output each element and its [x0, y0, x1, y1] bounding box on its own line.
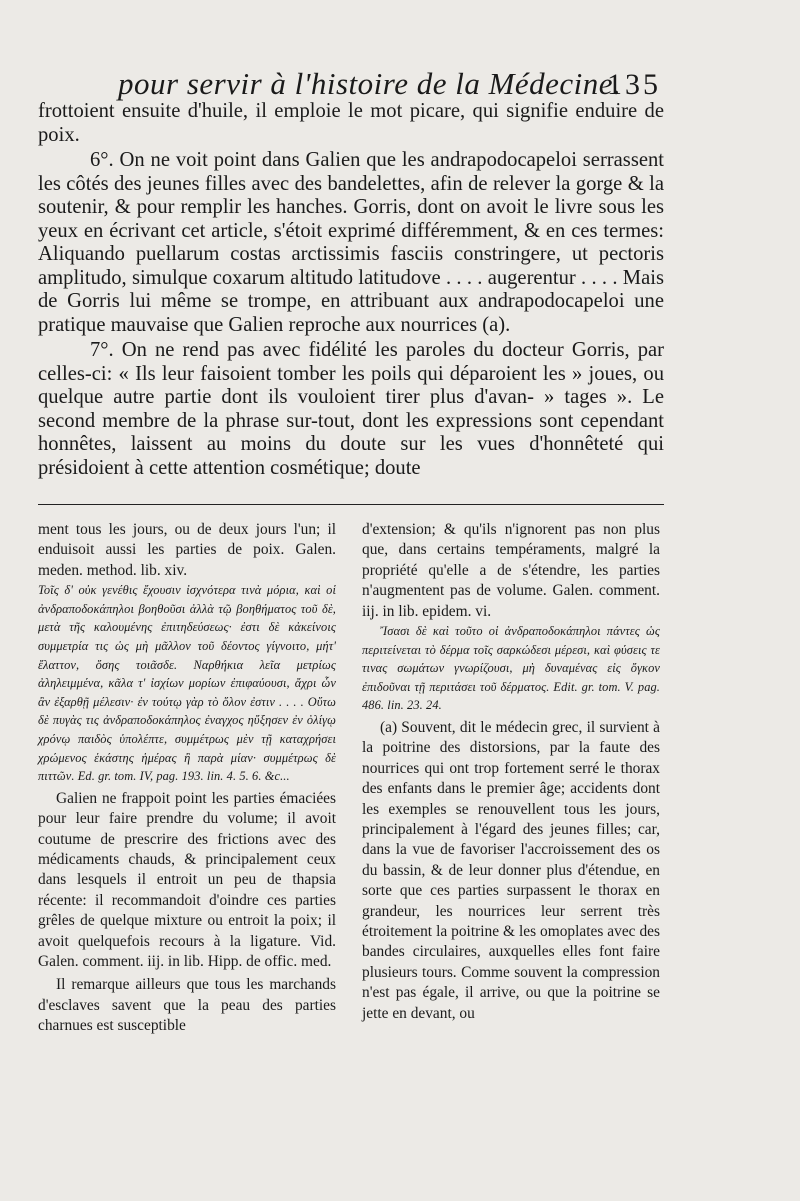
footnote-column-left [38, 520, 336, 1037]
greek-quotation: Ἴσασι δὲ καὶ τοῦτο οἱ ἀνδραποδοκάπηλοι πάντες ὡς περιτείνεται τὸ δέρμα τοῖς σαρκώδεσι μέρεσι, καὶ φύσεις τε τινας σωμάτων γνωρίζουσι, μὴ δυναμένας εἰς ὄγκον ἐπιδοῦναι τῇ περιτάσει τοῦ δέρματος. Edit. gr. tom. V. pag. 486. lin. 23. 24. [362, 624, 660, 713]
paragraph-point-6: 6°. On ne voit point dans Galien que les andrapodocapeloi serrassent les côtés des jeunes filles avec des bandelettes, afin de relever la gorge & la soutenir, & pour remplir les hanches. Gorris, dont on avoit le livre sous les yeux en écrivant cet article, s'étoit exprimé différemment, & en ces termes: Aliquando puellarum costas arctissimis fasciis constringere, ut pectoris amplitudo, simulque coxarum altitudo latitudove . . . . augerentur . . . . Mais de Gorris lui même se trompe, en attribuant aux andrapodocapeloi une pratique mauvaise que Galien reproche aux nourrices (a). [38, 149, 664, 336]
footnote-a: (a) Souvent, dit le médecin grec, il survient à la poitrine des distorsions, par la faute des nourrices qui ont trop fortement serré le thorax des enfants dans le premier âge; accidents dont les exemples se renouvellent tous les jours, principalement à l'égard des jeunes filles; car, dans la vue de favoriser l'accroissement des os du bassin, & de leur donner plus d'étendue, en sorte que ces parties surpassent le thorax en grandeur, les nourrices leur serrent très étroitement la poitrine & les omoplates avec des bandes circulaires, auxquelles elles font faire plusieurs tours. Comme souvent la compression n'est pas égale, il arrive, ou que la poitrine se jette en devant, ou [362, 719, 660, 1022]
footnote-paragraph: Il remarque ailleurs que tous les marchands d'esclaves savent que la peau des parties charnues est susceptible [38, 976, 336, 1035]
footnote-column-right [362, 520, 660, 1024]
footnote-paragraph: ment tous les jours, ou de deux jours l'un; il enduisoit aussi les parties de poix. Galen. meden. method. lib. xiv. [38, 521, 336, 579]
footnote-paragraph: Galien ne frappoit point les parties émaciées pour leur faire prendre du volume; il avoit coutume de prescrire des frictions avec des médicaments chauds, & principalement ceux dans lesquels il entroit un peu de thapsia récente: il recommandoit d'oindre ces parties grêles de quelque mixture ou entroit la poix; il avoit quelquefois recours à la ligature. Vid. Galen. comment. iij. in lib. Hipp. de offic. med. [38, 789, 336, 970]
paragraph-point-7: 7°. On ne rend pas avec fidélité les paroles du docteur Gorris, par celles-ci: « Ils leur faisoient tomber les poils qui déparoient les » joues, ou quelque autre partie dont ils vouloient tirer plus d'avan- » tages ». Le second membre de la phrase sur-tout, dont les expressions sont cependant honnêtes, laissent au moins du doute sur les vues d'honnêteté qui présidoient à cette attention cosmétique; doute [38, 339, 664, 479]
footnote-divider [38, 504, 664, 505]
footnote-paragraph: d'extension; & qu'ils n'ignorent pas non plus que, dans certains tempéraments, malgré la propriété qu'elle a de s'étendre, les parties n'augmentent pas de volume. Galen. comment. iij. in lib. epidem. vi. [362, 521, 660, 620]
running-title: pour servir à l'histoire de la Médecine. [118, 66, 622, 101]
paragraph-continuation: frottoient ensuite d'huile, il emploie le mot picare, qui signifie enduire de poix. [38, 100, 664, 146]
main-text [38, 100, 664, 480]
page-number: 135 [607, 68, 661, 101]
greek-quotation: Τοῖς δ' οὐκ γενέθις ἔχουσιν ἰσχνότερα τινὰ μόρια, καὶ οἱ ἀνδραποδοκάπηλοι βοηθοῦσι ἀλλὰ τῷ βοηθήματος τοῦ δὲ, μετὰ τῆς καλουμένης ἐπιτηδεύσεως· ἐστι δὲ κἀκείνοις συμμετρία τις ὡς μὴ μᾶλλον τοῦ δέοντος γίγνοιτο, μήτ' ἔλαττον, ὅσης τοιᾶσδε. Ναρθήκια λεῖα μετρίως ἀληλειμμένα, κᾶλα τ' ἰσχίων μορίων ἐπιφαύουσι, ἄχρι ὧν ἂν ἐξαρθῇ μέλεσιν· ἐν τούτῳ γὰρ τὸ ὅλον ἐστιν . . . . Οὕτω δὲ πυγὰς τις ἀνδραποδοκάπηλος ἐναγχος ηὔξησεν ἐν ὀλίγῳ χρόνῳ παιδὸς ὑπολέπτε, συμμέτρως μὲν τῇ καταχρήσει χρώμενος ἑκάστης ἡμέρας ἢ παρὰ μίαν· συμμέτρως δὲ πιττῶν. Ed. gr. tom. IV, pag. 193. lin. 4. 5. 6. &c... [38, 583, 336, 784]
